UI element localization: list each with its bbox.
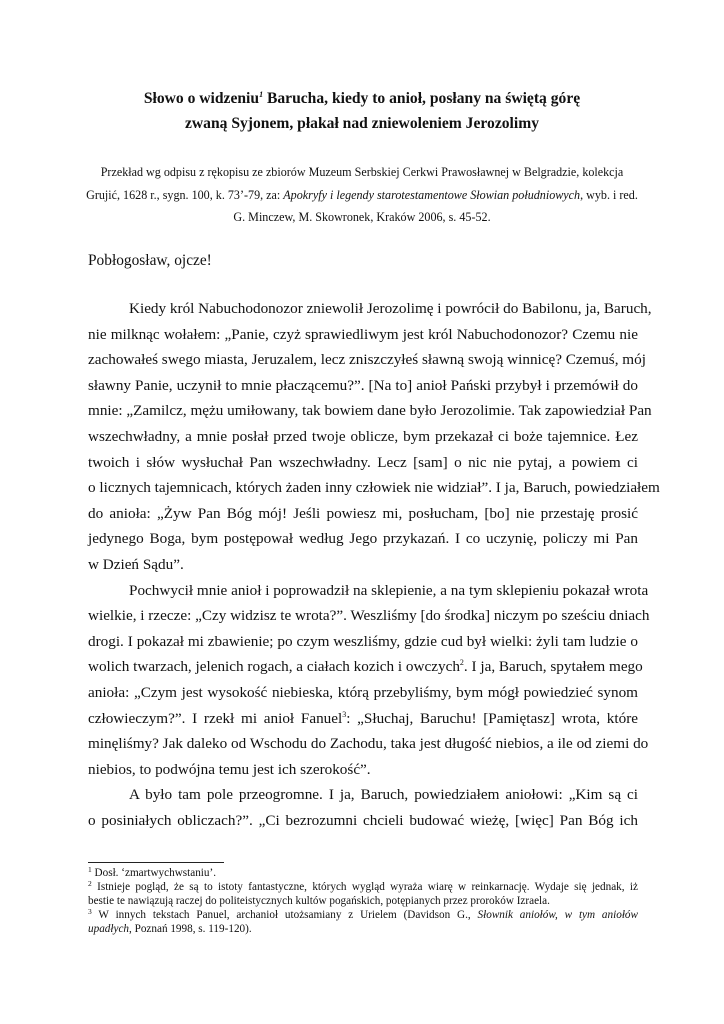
footnote-number: 2 (88, 879, 92, 888)
footnote-ref-2[interactable]: 2 (459, 658, 464, 668)
paragraph-1-line: do anioła: „Żyw Pan Bóg mój! Jeśli powiesz mi, posłucham, [bo] nie przestaję prosić (88, 504, 638, 522)
paragraph-1-line: jedynego Boga, bym postępował według Jego przykazań. I co uczynię, policzy mi Pan (88, 530, 638, 548)
paragraph-2-line: wielkie, i rzecze: „Czy widzisz te wrota?”. Weszliśmy [do środka] niczym po sześciu dniach (88, 607, 650, 625)
footnote-2: $^2$ Istnieje pogląd, że są to istoty fantastyczne, których wygląd wyraża wiarę w reinkarnację. Wydaje się jednak, iż (88, 879, 638, 893)
paragraph-1-line: mnie: „Zamilcz, mężu umiłowany, tak bowiem dane było Jerozolimie. Tak zapowiedział Pan (88, 402, 652, 420)
footnote-ref-3[interactable]: 3 (342, 709, 347, 719)
paragraph-1-line: twoich i słów wysłuchał Pan wszechwładny. Lecz [sam] o nic nie pytaj, a powiem ci (88, 453, 638, 471)
paragraph-1-line: o licznych tajemnicach, których żaden inny człowiek nie widział”. I ja, Baruch, powiedziałem (88, 479, 660, 497)
paragraph-2-line: drogi. I pokazał mi zbawienie; po czym weszliśmy, gdzie cud był wielki: żyli tam ludzie o (88, 632, 638, 650)
paragraph-1-line: sławny Panie, uczynił to mnie płaczącemu?”. [Na to] anioł Pański przybył i przemówił do (88, 376, 638, 394)
paragraph-3-line: o posiniałych obliczach?”. „Ci bezrozumni chcieli budować wieżę, [więc] Pan Bóg ich (88, 811, 638, 829)
footnote-3: $^3$ W innych tekstach Panuel, archanioł utożsamiany z Urielem (Davidson G., Słownik aniołów, w tym aniołów (88, 907, 638, 921)
paragraph-2-line: minęliśmy? Jak daleko od Wschodu do Zachodu, taka jest długość niebios, a ile od ziemi do (88, 735, 649, 753)
paragraph-1-line: wszechwładny, a mnie posłał przed twoje oblicze, bym przekazał ci boże tajemnice. Łez (88, 427, 638, 445)
footnotes (88, 866, 638, 936)
document-title (60, 86, 664, 136)
paragraph-2-line: anioła: „Czym jest wysokość niebieska, którą przebyliśmy, bym mógł powiedzieć synom (88, 683, 638, 701)
paragraph-2-line: Pochwycił mnie anioł i poprowadził na sklepienie, a na tym sklepieniu pokazał wrota (129, 581, 649, 599)
paragraph-1-line: zachowałeś swego miasta, Jeruzalem, lecz zniszczyłeś sławną swoją winnicę? Czemuś, mój (88, 351, 646, 369)
footnote-separator (88, 862, 224, 863)
paragraph-1-line: w Dzień Sądu”. (88, 555, 184, 573)
greeting: Pobłogosław, ojcze! (88, 252, 212, 269)
paragraph-2-line: niebios, to podwójna temu jest ich szerokość”. (88, 760, 371, 778)
footnote-2-continued: bestie te nawiązują raczej do politeistycznych kultów pogańskich, potępianych przez proroków Izraela. (88, 895, 550, 907)
source-note (60, 161, 664, 229)
footnote-number: 3 (88, 907, 92, 916)
paragraph-3-line: A było tam pole przeogromne. I ja, Baruch, powiedziałem aniołowi: „Kim są ci (129, 786, 638, 804)
footnote-3-continued: upadłych, Poznań 1998, s. 119-120). (88, 923, 252, 935)
footnote-ref-1[interactable]: 1 (259, 90, 264, 99)
footnote-number: 1 (88, 865, 92, 874)
paragraph-2-line: człowieczym?”. I rzekł mi anioł Fanuel$^3$: „Słuchaj, Baruchu! [Pamiętasz] wrota, które (88, 709, 638, 727)
source-book-title: Apokryfy i legendy starotestamentowe Słowian południowych (283, 187, 581, 202)
paragraph-2-line: wolich twarzach, jelenich rogach, a ciałach kozich i owczych$^2$. I ja, Baruch, spytałem mego (88, 658, 643, 676)
paragraph-1-line: Kiedy król Nabuchodonozor zniewolił Jerozolimę i powrócił do Babilonu, ja, Baruch, (129, 300, 652, 317)
title-line-1: Słowo o widzeniu$^1$ Barucha, kiedy to anioł, posłany na świętą górę (143, 90, 581, 107)
title-line-2: zwaną Syjonem, płakał nad zniewoleniem Jerozolimy (184, 115, 540, 132)
footnote-1: $^1$ Dosł. ‘zmartwychwstaniu’. (88, 865, 217, 879)
source-line-2: Grujić, 1628 r., sygn. 100, k. 73’-79, za: Apokryfy i legendy starotestamentowe Słowian południowych, wyb. i red. (86, 187, 638, 202)
source-line-1: Przekład wg odpisu z rękopisu ze zbiorów Muzeum Serbskiej Cerkwi Prawosławnej w Belgradzie, kolekcja (100, 165, 624, 179)
body-text (88, 296, 660, 833)
source-line-3: G. Minczew, M. Skowronek, Kraków 2006, s. 45-52. (233, 210, 491, 224)
paragraph-1-line: nie milknąc wołałem: „Panie, czyż sprawiedliwym jest król Nabuchodonozor? Czemu nie (88, 325, 638, 343)
